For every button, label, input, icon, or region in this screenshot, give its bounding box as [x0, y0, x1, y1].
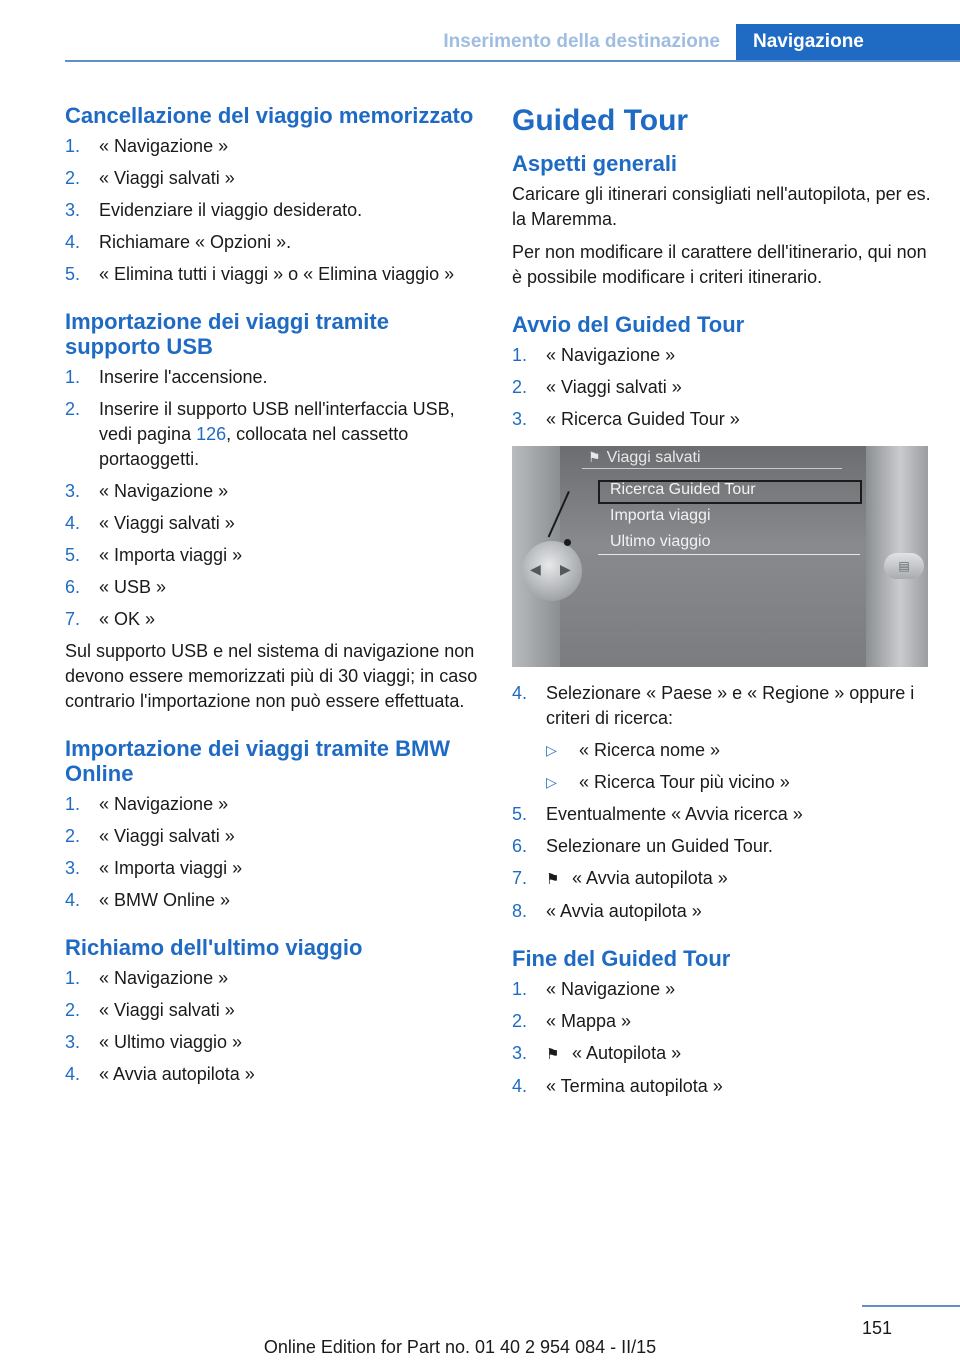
step-number: 5. [512, 804, 528, 824]
page-number-rule [862, 1305, 960, 1307]
step-item [65, 856, 480, 881]
menu-item-ultimo-viaggio[interactable]: Ultimo viaggio [610, 533, 711, 550]
step-text: Selezionare un Guided Tour. [546, 836, 773, 856]
step-number: 4. [512, 1076, 528, 1096]
step-number: 2. [65, 168, 81, 188]
step-text: « Navigazione » [99, 481, 229, 501]
step-text: « Viaggi salvati » [546, 377, 682, 397]
step-item [65, 262, 480, 287]
sub-item-text: « Ricerca Tour più vicino » [579, 772, 790, 792]
sub-list [546, 738, 932, 795]
step-text: « Elimina tutti i viaggi » o « Elimina viaggio » [99, 264, 455, 284]
step-item [512, 802, 932, 827]
step-item [65, 166, 480, 191]
step-number: 1. [65, 367, 81, 387]
step-text: « Importa viaggi » [99, 858, 243, 878]
step-item [512, 1074, 932, 1099]
screen-title-rule [582, 468, 842, 469]
section-heading: Aspetti generali [512, 151, 678, 176]
step-number: 7. [512, 868, 528, 888]
step-number: 3. [65, 481, 81, 501]
step-number: 4. [65, 513, 81, 533]
step-list [65, 365, 480, 632]
sub-item [546, 770, 932, 795]
step-item [512, 1009, 932, 1034]
step-item [65, 824, 480, 849]
step-item [65, 365, 480, 390]
sub-item [546, 738, 932, 763]
bullet-triangle-icon: ▷ [546, 742, 557, 758]
step-list [65, 134, 480, 287]
step-text: « Autopilota » [572, 1043, 682, 1063]
step-item [65, 966, 480, 991]
step-text: « OK » [99, 609, 156, 629]
callout-dot [564, 539, 571, 546]
footer-edition [0, 1337, 960, 1358]
step-item [65, 479, 480, 504]
step-number: 4. [65, 890, 81, 910]
body-paragraph: Per non modificare il carattere dell'itinerario, qui non è possibile modificare i criteri itinerario. [512, 242, 927, 287]
step-item [512, 834, 932, 859]
step-text: « Navigazione » [99, 794, 229, 814]
note-paragraph: Sul supporto USB e nel sistema di navigazione non devono essere memorizzati più di 30 viaggi; in caso contrario l'importazione non può essere effettuata. [65, 641, 478, 711]
step-text: « Ricerca Guided Tour » [546, 409, 740, 429]
page-number: 151 [862, 1318, 893, 1338]
menu-item-importa-viaggi[interactable]: Importa viaggi [610, 507, 711, 524]
page-reference-link[interactable]: 126 [196, 424, 227, 444]
step-text: « Avvia autopilota » [546, 901, 702, 921]
screen-title [588, 449, 701, 467]
section-heading: Importazione dei viaggi tramite supporto USB [65, 309, 389, 359]
step-number: 1. [512, 345, 528, 365]
step-item [65, 198, 480, 223]
step-list [512, 977, 932, 1099]
step-item [65, 511, 480, 536]
step-number: 2. [512, 377, 528, 397]
step-number: 1. [65, 136, 81, 156]
step-number: 1. [65, 794, 81, 814]
step-text: « Viaggi salvati » [99, 513, 235, 533]
step-number: 4. [512, 683, 528, 703]
idrive-screen-image [512, 446, 928, 667]
step-number: 3. [65, 200, 81, 220]
step-number: 1. [512, 979, 528, 999]
step-number: 3. [512, 409, 528, 429]
step-list [512, 681, 932, 731]
arrow-left-icon: ◀ [530, 561, 541, 577]
header-section-title: Inserimento della destinazione [443, 31, 720, 52]
step-item [65, 134, 480, 159]
step-number: 4. [65, 232, 81, 252]
chapter-title: Guided Tour [512, 104, 689, 137]
step-text: « Viaggi salvati » [99, 168, 235, 188]
step-number: 6. [65, 577, 81, 597]
step-number: 2. [65, 399, 81, 419]
step-number: 6. [512, 836, 528, 856]
step-item [512, 899, 932, 924]
step-item [512, 1041, 932, 1067]
right-column [512, 103, 932, 1106]
step-text: « Viaggi salvati » [99, 826, 235, 846]
step-number: 4. [65, 1064, 81, 1084]
step-text: Richiamare « Opzioni ». [99, 232, 292, 252]
step-item [512, 375, 932, 400]
step-item [512, 681, 932, 731]
step-text: Inserire l'accensione. [99, 367, 268, 387]
section-heading: Importazione dei viaggi tramite BMW Online [65, 736, 451, 786]
controller-icon [522, 541, 582, 601]
step-number: 8. [512, 901, 528, 921]
route-guidance-icon: ⚑ [588, 449, 601, 465]
step-text: Eventualmente « Avvia ricerca » [546, 804, 803, 824]
step-text: « Importa viaggi » [99, 545, 243, 565]
section-heading: Richiamo dell'ultimo viaggio [65, 935, 363, 960]
left-column [65, 103, 480, 1094]
sub-item-text: « Ricerca nome » [579, 740, 721, 760]
step-item [512, 866, 932, 892]
step-text: « Navigazione » [546, 979, 676, 999]
menu-underline [598, 554, 860, 555]
step-item [512, 343, 932, 368]
step-number: 1. [65, 968, 81, 988]
step-number: 5. [65, 264, 81, 284]
step-number: 2. [512, 1011, 528, 1031]
step-text: « USB » [99, 577, 167, 597]
step-list [65, 792, 480, 913]
route-guidance-icon: ⚑ [546, 871, 560, 888]
step-number: 3. [512, 1043, 528, 1063]
step-item [65, 998, 480, 1023]
step-number: 5. [65, 545, 81, 565]
step-number: 2. [65, 1000, 81, 1020]
step-text: « Avvia autopilota » [572, 868, 728, 888]
step-item [65, 607, 480, 632]
step-text: « Termina autopilota » [546, 1076, 723, 1096]
step-text: « BMW Online » [99, 890, 231, 910]
options-button-icon: ▤ [884, 553, 924, 579]
step-item [65, 1030, 480, 1055]
step-number: 7. [65, 609, 81, 629]
step-item [512, 407, 932, 432]
body-paragraph: Caricare gli itinerari consigliati nell'autopilota, per es. la Maremma. [512, 184, 931, 229]
section-heading: Avvio del Guided Tour [512, 312, 745, 337]
menu-item-ricerca-guided-tour[interactable]: Ricerca Guided Tour [610, 481, 756, 498]
step-text: « Navigazione » [546, 345, 676, 365]
step-number: 3. [65, 1032, 81, 1052]
header-rule [65, 60, 960, 62]
step-number: 2. [65, 826, 81, 846]
step-item [65, 888, 480, 913]
step-number: 3. [65, 858, 81, 878]
step-text: « Avvia autopilota » [99, 1064, 255, 1084]
step-list [65, 966, 480, 1087]
step-list [512, 802, 932, 924]
route-guidance-icon: ⚑ [546, 1046, 560, 1063]
step-text: Inserire il supporto USB nell'interfaccia USB, vedi pagina [99, 399, 455, 444]
step-item [65, 397, 480, 472]
header-chapter-tab: Navigazione [736, 24, 960, 62]
step-text: « Navigazione » [99, 968, 229, 988]
step-item [65, 575, 480, 600]
step-text: « Viaggi salvati » [99, 1000, 235, 1020]
step-list [512, 343, 932, 432]
step-text: Selezionare « Paese » e « Regione » oppure i criteri di ricerca: [546, 683, 915, 728]
screen-title-text: Viaggi salvati [606, 449, 701, 466]
footer-edition-text: Online Edition for Part no. 01 40 2 954 084 - II/15 [263, 1337, 657, 1357]
step-text: Evidenziare il viaggio desiderato. [99, 200, 363, 220]
step-item [65, 1062, 480, 1087]
step-text: « Ultimo viaggio » [99, 1032, 243, 1052]
step-text: « Mappa » [546, 1011, 632, 1031]
step-item [65, 230, 480, 255]
arrow-right-icon: ▶ [560, 561, 571, 577]
section-heading: Fine del Guided Tour [512, 946, 731, 971]
step-item [65, 543, 480, 568]
step-text: , collocata nel cassetto portaoggetti. [99, 424, 409, 469]
section-heading: Cancellazione del viaggio memorizzato [65, 103, 474, 128]
step-text: « Navigazione » [99, 136, 229, 156]
step-item [512, 977, 932, 1002]
bullet-triangle-icon: ▷ [546, 774, 557, 790]
step-item [65, 792, 480, 817]
